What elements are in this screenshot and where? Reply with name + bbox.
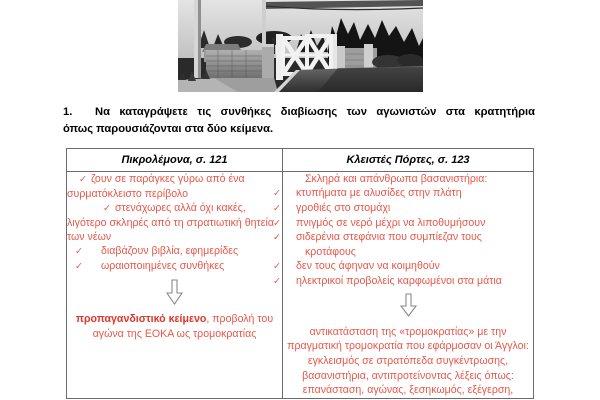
- list-item: ✓ ωραιοποιημένες συνθήκες: [75, 259, 225, 272]
- list-item-label: πνιγμός σε νερό μέχρι να λιποθυμήσουν: [296, 216, 486, 229]
- left-conclusion: [67, 312, 282, 341]
- check-icon: ✓: [103, 202, 111, 214]
- list-item: [67, 201, 282, 244]
- right-column-lead: Σκληρά και απάνθρωπα βασανιστήρια:: [305, 173, 488, 185]
- arrow-left-wrap: [67, 279, 282, 310]
- list-item-label: στενάχωρες αλλά όχι κακές, λιγότερο σκληρές από τη στρατιωτική θητεία των νέων: [67, 201, 274, 243]
- list-item: ✓ σιδερένια στεφάνια που συμπίεζαν τους κροτάφους: [273, 231, 482, 259]
- right-conclusion: αντικατάσταση της «τρομοκρατίας» με την πραγματική τρομοκρατία που εφάρμοσαν οι Άγγλοι: εγκλεισμός σε στρατόπεδα συγκέντρωσης, βασανιστήρια, αντιπροτείνοντας λέξεις όπως: επανάσταση, αγώνας, ξεσηκωμός, εξέγερση,: [287, 325, 529, 397]
- list-item: ✓ κτυπήματα με αλυσίδες στην πλάτη: [273, 187, 462, 200]
- list-item-label: κτυπήματα με αλυσίδες στην πλάτη: [296, 187, 462, 200]
- photo-illustration: [178, 0, 423, 92]
- right-column-list: [273, 186, 533, 289]
- question-number: 1.: [63, 106, 73, 118]
- down-block-arrow-icon: [166, 279, 183, 305]
- list-item-label: ζουν σε παράγκες γύρω από ένα συρματόκλειστο περίβολο: [67, 173, 245, 200]
- list-item-label: γροθιές στο στομάχι: [296, 201, 391, 214]
- check-icon: ✓: [79, 174, 87, 185]
- list-item: ✓ δεν τους άφηναν να κοιμηθούν: [273, 260, 440, 273]
- left-conclusion-strong: προπαγανδιστικό κείμενο: [75, 313, 207, 326]
- photo-gated-entrance: [178, 0, 423, 92]
- header-cell-right: Κλειστές Πόρτες, σ. 123: [283, 149, 534, 172]
- left-conclusion-rest: , προβολή του αγώνα της ΕΟΚΑ ως τρομοκρατίας: [92, 313, 274, 340]
- list-item: ✓ διαβάζουν βιβλία, εφημερίδες: [75, 245, 239, 257]
- table-body-row: [67, 172, 534, 399]
- question-line-2: όπως παρουσιάζονται στα δύο κείμενα.: [63, 123, 274, 136]
- header-cell-left: Πικρολέμονα, σ. 121: [67, 149, 283, 172]
- question-text-line-1: Να καταγράψετε τις συνθήκες διαβίωσης των αγωνιστών στα κρατητήρια: [95, 106, 535, 118]
- cell-right-column: [273, 172, 534, 399]
- comparison-table: [66, 148, 534, 399]
- list-item-label: ηλεκτρικοί προβολείς καρφωμένοι στα μάτια: [296, 274, 502, 287]
- left-column-list: [67, 172, 282, 273]
- list-item-label: διαβάζουν βιβλία, εφημερίδες: [101, 245, 239, 257]
- arrow-right-wrap: [283, 293, 533, 322]
- down-block-arrow-icon: [400, 293, 417, 317]
- list-item-label: σιδερένια στεφάνια που συμπίεζαν τους κροτάφους: [296, 231, 482, 259]
- list-item: [67, 172, 282, 201]
- question-block: [63, 104, 535, 137]
- list-item-label: δεν τους άφηναν να κοιμηθούν: [296, 260, 440, 273]
- list-item: ✓ γροθιές στο στομάχι: [273, 201, 391, 214]
- list-item: ✓ πνιγμός σε νερό μέχρι να λιποθυμήσουν: [273, 216, 486, 229]
- list-item-label: ωραιοποιημένες συνθήκες: [101, 259, 225, 272]
- question-line-1: [63, 104, 535, 120]
- list-item: ✓ ηλεκτρικοί προβολείς καρφωμένοι στα μάτια: [273, 274, 502, 287]
- table-header-row: [67, 149, 534, 172]
- cell-left-column: [67, 172, 283, 399]
